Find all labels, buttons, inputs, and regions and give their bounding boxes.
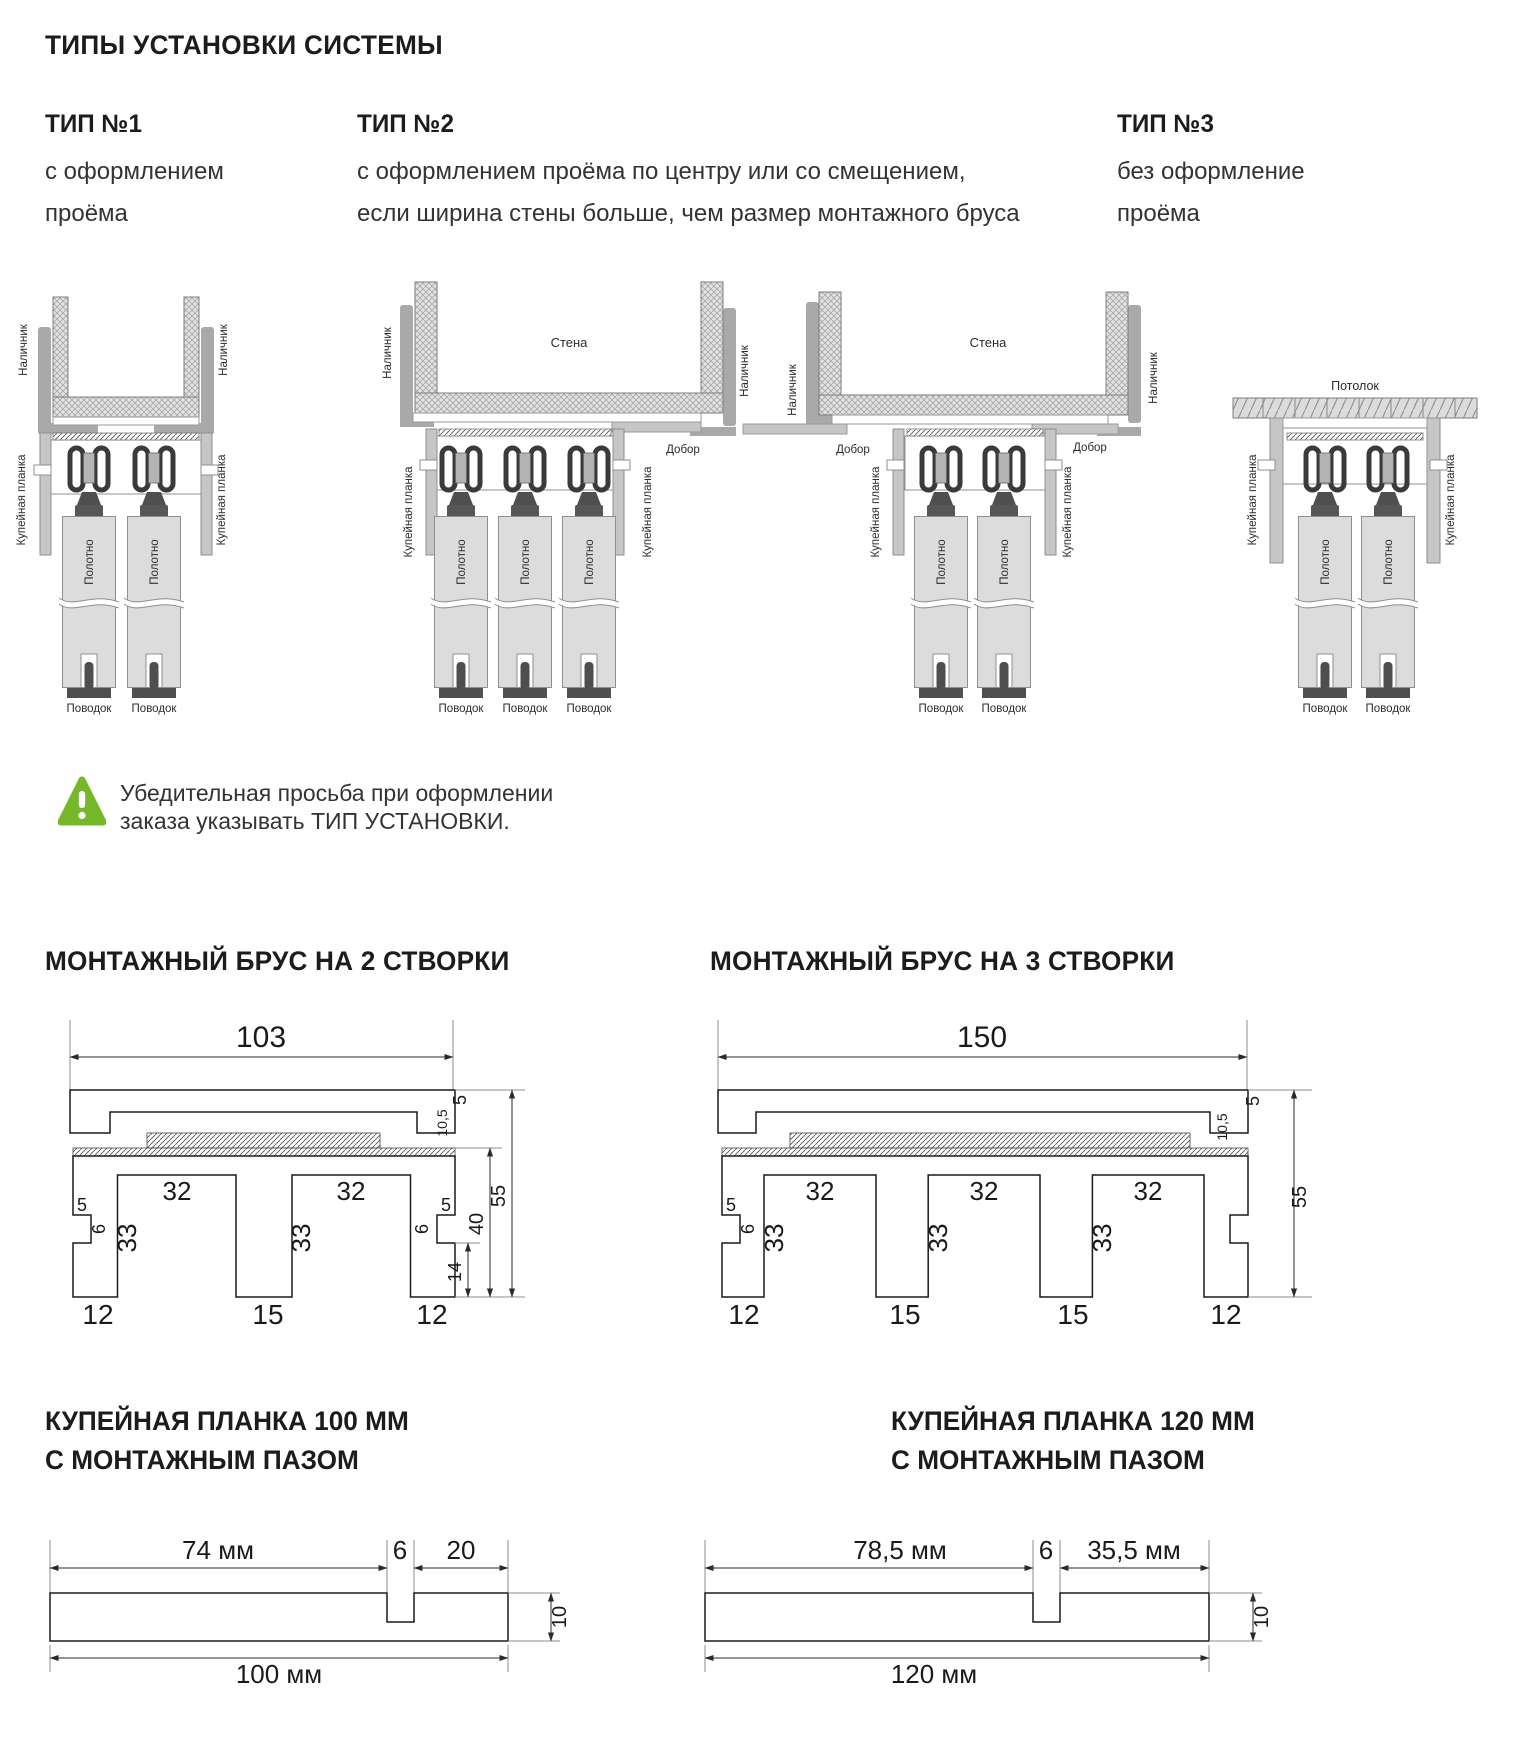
panel-label: Полотно: [584, 539, 596, 585]
panel-label: Полотно: [999, 539, 1011, 585]
dim-body-h: 40: [466, 1212, 488, 1236]
casing-label: Наличник: [18, 324, 30, 376]
beam-top-plate: [70, 1090, 455, 1133]
plank100-title: [45, 1402, 409, 1480]
dim-left: 74 мм: [182, 1535, 254, 1565]
dim-tooth: 12: [82, 1299, 114, 1330]
casing-label: Наличник: [739, 345, 751, 397]
type-3-desc-line1: без оформление: [1117, 158, 1305, 185]
page-title: ТИПЫ УСТАНОВКИ СИСТЕМЫ: [45, 30, 443, 60]
type-1-desc-line1: с оформлением: [45, 158, 224, 185]
wall: [819, 292, 1128, 415]
dim-right: 35,5 мм: [1087, 1535, 1181, 1565]
dim-tooth: 12: [1210, 1299, 1242, 1330]
dim-notch-w: 5: [76, 1195, 88, 1215]
dim-total-h: 55: [488, 1184, 510, 1208]
beam-2-sash-drawing: [70, 1020, 525, 1330]
plank-drawings: [0, 1480, 1523, 1738]
warning-line1: Убедительная просьба при оформлении: [120, 780, 554, 806]
guide-label: Поводок: [981, 703, 1027, 715]
panel-label: Полотно: [1320, 539, 1332, 585]
dobor-label: Добор: [1073, 442, 1107, 454]
type-1-desc-line2: проёма: [45, 200, 128, 227]
guide-label: Поводок: [1365, 703, 1411, 715]
guide-label: Поводок: [1302, 703, 1348, 715]
plank120-title-line2: С МОНТАЖНЫМ ПАЗОМ: [891, 1445, 1205, 1475]
type-3-desc-line2: проёма: [1117, 200, 1200, 227]
guide-label: Поводок: [66, 703, 112, 715]
dobor-label: Добор: [666, 444, 700, 456]
dim-step: 10,5: [434, 1109, 450, 1137]
dim-slot-width: 32: [336, 1176, 366, 1206]
beam-drawings: [0, 1000, 1523, 1345]
guide-label: Поводок: [502, 703, 548, 715]
type-3-block: [1117, 110, 1305, 235]
dim-slot-depth: 33: [112, 1223, 142, 1253]
dim-step: 10,5: [1214, 1113, 1230, 1141]
warning-text: [120, 779, 553, 835]
dim-width: 150: [956, 1021, 1008, 1054]
plank-120-drawing: [705, 1535, 1273, 1689]
diagram-type3: [1233, 379, 1477, 715]
dim-slot-depth: 33: [759, 1223, 789, 1253]
warning-line2: заказа указывать ТИП УСТАНОВКИ.: [120, 808, 510, 834]
panel-label: Полотно: [936, 539, 948, 585]
plank-profile: [50, 1593, 508, 1641]
dim-slot-width: 32: [1133, 1176, 1163, 1206]
dim-slot-depth: 33: [923, 1223, 953, 1253]
dim-notch-w: 5: [440, 1195, 452, 1215]
plank-100-drawing: [50, 1535, 571, 1689]
beam-top-plate: [718, 1090, 1248, 1133]
beam2-title: МОНТАЖНЫЙ БРУС НА 2 СТВОРКИ: [45, 946, 510, 976]
guide-label: Поводок: [566, 703, 612, 715]
dim-slot-depth: 33: [286, 1223, 316, 1253]
type-1-name: ТИП №1: [45, 110, 142, 138]
panel-label: Полотно: [520, 539, 532, 585]
planka-label: Купейная планка: [216, 454, 228, 546]
dim-notch-h: 6: [89, 1223, 109, 1235]
planka-label: Купейная планка: [642, 466, 654, 558]
planka-label: Купейная планка: [1247, 454, 1259, 546]
dim-tooth: 12: [728, 1299, 760, 1330]
panel-label: Полотно: [84, 539, 96, 585]
panel-label: Полотно: [149, 539, 161, 585]
casing-label: Наличник: [218, 324, 230, 376]
dim-slot-width: 32: [162, 1176, 192, 1206]
dim-plate: 5: [450, 1094, 470, 1106]
dim-tooth: 15: [1057, 1299, 1089, 1330]
planka-label: Купейная планка: [403, 466, 415, 558]
dim-foot: 14: [445, 1261, 465, 1283]
type-2-name: ТИП №2: [357, 110, 454, 138]
dim-groove: 6: [1038, 1535, 1054, 1565]
dim-plate: 5: [1243, 1095, 1263, 1107]
dim-thickness: 10: [549, 1605, 571, 1629]
panel-label: Полотно: [1383, 539, 1395, 585]
planka-label: Купейная планка: [16, 454, 28, 546]
type-1-block: [45, 110, 224, 235]
plank100-title-line1: КУПЕЙНАЯ ПЛАНКА 100 ММ: [45, 1406, 409, 1436]
dim-groove: 6: [392, 1535, 408, 1565]
guide-label: Поводок: [918, 703, 964, 715]
dim-thickness: 10: [1251, 1605, 1273, 1629]
wall-label: Стена: [969, 335, 1007, 350]
ceiling: [1233, 398, 1477, 418]
plank120-title-line1: КУПЕЙНАЯ ПЛАНКА 120 ММ: [891, 1406, 1255, 1436]
dim-total: 120 мм: [890, 1659, 978, 1689]
dim-slot-depth: 33: [1087, 1223, 1117, 1253]
dim-notch-h: 6: [412, 1223, 432, 1235]
plank120-title: [891, 1402, 1255, 1480]
wall-opening: [53, 297, 199, 417]
dim-notch-h: 6: [738, 1223, 758, 1235]
diagram-type2-offset: [743, 292, 1160, 715]
planka-label: Купейная планка: [1062, 466, 1074, 558]
casing-label: Наличник: [787, 364, 799, 416]
dim-total-h: 55: [1289, 1185, 1311, 1209]
type-2-block: [357, 110, 1020, 235]
dim-notch-w: 5: [725, 1195, 737, 1215]
plank-profile: [705, 1593, 1209, 1641]
wall-label: Стена: [550, 335, 588, 350]
dobor-label: Добор: [836, 444, 870, 456]
dim-left: 78,5 мм: [853, 1535, 947, 1565]
casing-label: Наличник: [1148, 352, 1160, 404]
dim-right: 20: [446, 1535, 476, 1565]
guide-label: Поводок: [131, 703, 177, 715]
dim-slot-width: 32: [805, 1176, 835, 1206]
type-2-desc-line1: с оформлением проёма по центру или со смещением,: [357, 158, 966, 185]
diagram-type1: [16, 297, 230, 715]
type-3-name: ТИП №3: [1117, 110, 1214, 138]
installation-diagrams: [0, 250, 1523, 720]
dim-total: 100 мм: [235, 1659, 323, 1689]
plank100-title-line2: С МОНТАЖНЫМ ПАЗОМ: [45, 1445, 359, 1475]
diagram-type2-centered: [382, 282, 751, 715]
planka-label: Купейная планка: [1445, 454, 1457, 546]
dim-tooth: 15: [889, 1299, 921, 1330]
guide-label: Поводок: [438, 703, 484, 715]
dim-slot-width: 32: [969, 1176, 999, 1206]
beam3-title: МОНТАЖНЫЙ БРУС НА 3 СТВОРКИ: [710, 946, 1175, 976]
panel-label: Полотно: [456, 539, 468, 585]
beam-3-sash-drawing: [718, 1020, 1312, 1330]
casing-label: Наличник: [382, 327, 394, 379]
dim-tooth: 15: [252, 1299, 284, 1330]
type-2-desc-line2: если ширина стены больше, чем размер монтажного бруса: [357, 200, 1020, 227]
ceiling-label: Потолок: [1331, 379, 1379, 393]
dim-width: 103: [235, 1021, 287, 1054]
dim-tooth: 12: [416, 1299, 448, 1330]
planka-label: Купейная планка: [870, 466, 882, 558]
warning-icon: [58, 776, 106, 828]
